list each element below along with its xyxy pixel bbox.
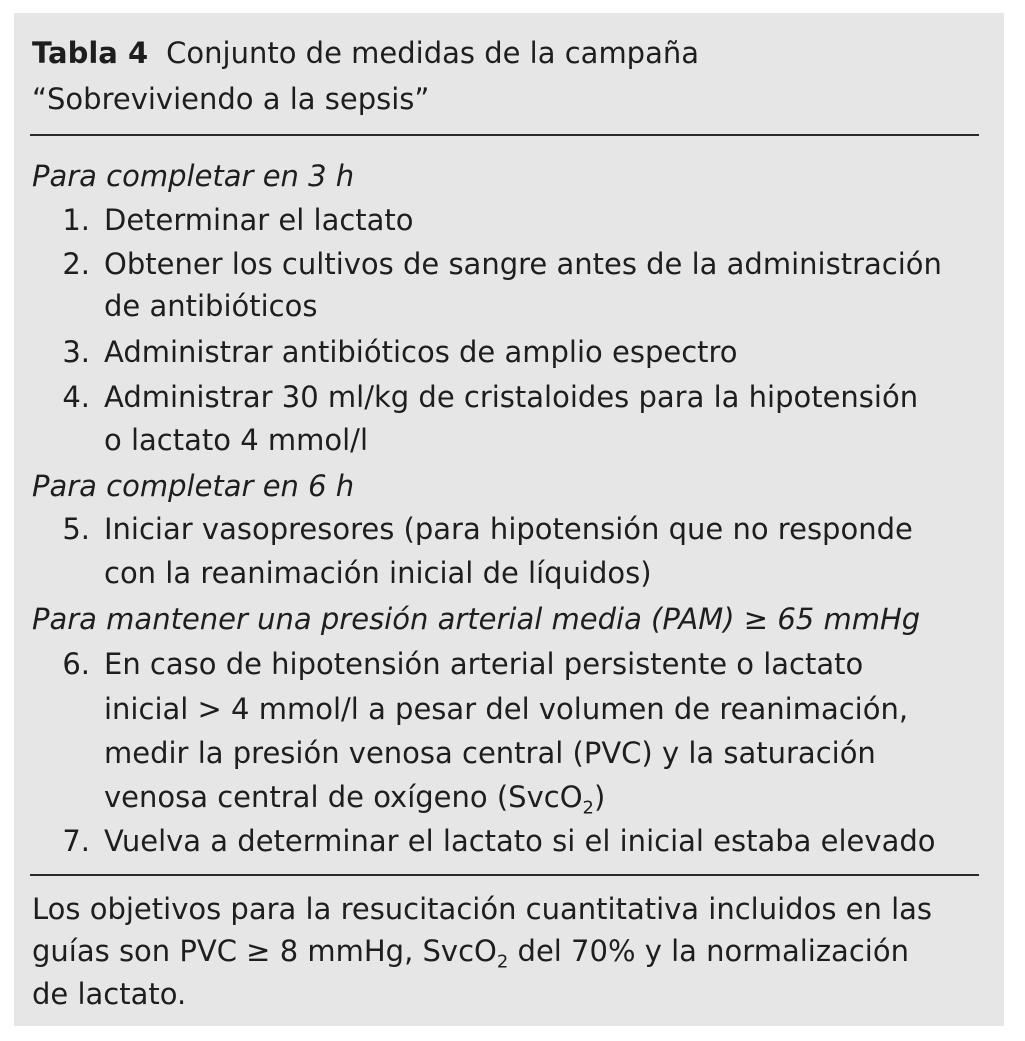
footnote-line: [32, 929, 909, 973]
item-number: 2.: [62, 247, 90, 281]
bottom-rule: [30, 874, 979, 876]
table-label: Tabla 4: [32, 36, 149, 70]
list-item: Determinar el lactato: [104, 203, 414, 237]
svco2-text: venosa central de oxígeno (SvcO: [104, 780, 583, 814]
table-title-line2: “Sobreviviendo a la sepsis”: [32, 82, 430, 116]
item-number: 5.: [62, 512, 90, 546]
list-item-continuation: [104, 775, 605, 819]
list-item: Iniciar vasopresores (para hipotensión que no responde: [104, 512, 913, 546]
list-item-continuation: con la reanimación inicial de líquidos): [104, 556, 652, 590]
list-item-continuation: inicial > 4 mmol/l a pesar del volumen de reanimación,: [104, 692, 909, 726]
item-number: 4.: [62, 380, 90, 414]
top-rule: [30, 134, 979, 136]
list-item: En caso de hipotensión arterial persistente o lactato: [104, 647, 864, 681]
table-title-line1: Conjunto de medidas de la campaña: [166, 36, 700, 70]
list-item-continuation: medir la presión venosa central (PVC) y la saturación: [104, 736, 876, 770]
section-heading-3h: Para completar en 3 h: [32, 159, 355, 193]
item-number: 6.: [62, 647, 90, 681]
section-heading-pam: Para mantener una presión arterial media (PAM) ≥ 65 mmHg: [32, 602, 921, 636]
closing-paren: ): [593, 780, 606, 814]
subscript-2: 2: [496, 951, 509, 973]
footnote-line: Los objetivos para la resucitación cuantitativa incluidos en las: [32, 892, 933, 926]
list-item-continuation: o lactato 4 mmol/l: [104, 423, 369, 457]
footnote-line: de lactato.: [32, 977, 187, 1011]
section-heading-6h: Para completar en 6 h: [32, 469, 355, 503]
item-number: 3.: [62, 335, 90, 369]
footnote-text: del 70% y la normalización: [508, 934, 909, 968]
subscript-2: 2: [582, 797, 594, 819]
list-item: Administrar antibióticos de amplio espectro: [104, 335, 738, 369]
list-item-continuation: de antibióticos: [104, 289, 318, 323]
item-number: 1.: [62, 203, 90, 237]
list-item: Obtener los cultivos de sangre antes de la administración: [104, 247, 942, 281]
list-item: Administrar 30 ml/kg de cristaloides para la hipotensión: [104, 380, 919, 414]
item-number: 7.: [62, 824, 90, 858]
table-title: [32, 30, 972, 122]
list-item: Vuelva a determinar el lactato si el inicial estaba elevado: [104, 824, 936, 858]
footnote-text: guías son PVC ≥ 8 mmHg, SvcO: [32, 934, 497, 968]
